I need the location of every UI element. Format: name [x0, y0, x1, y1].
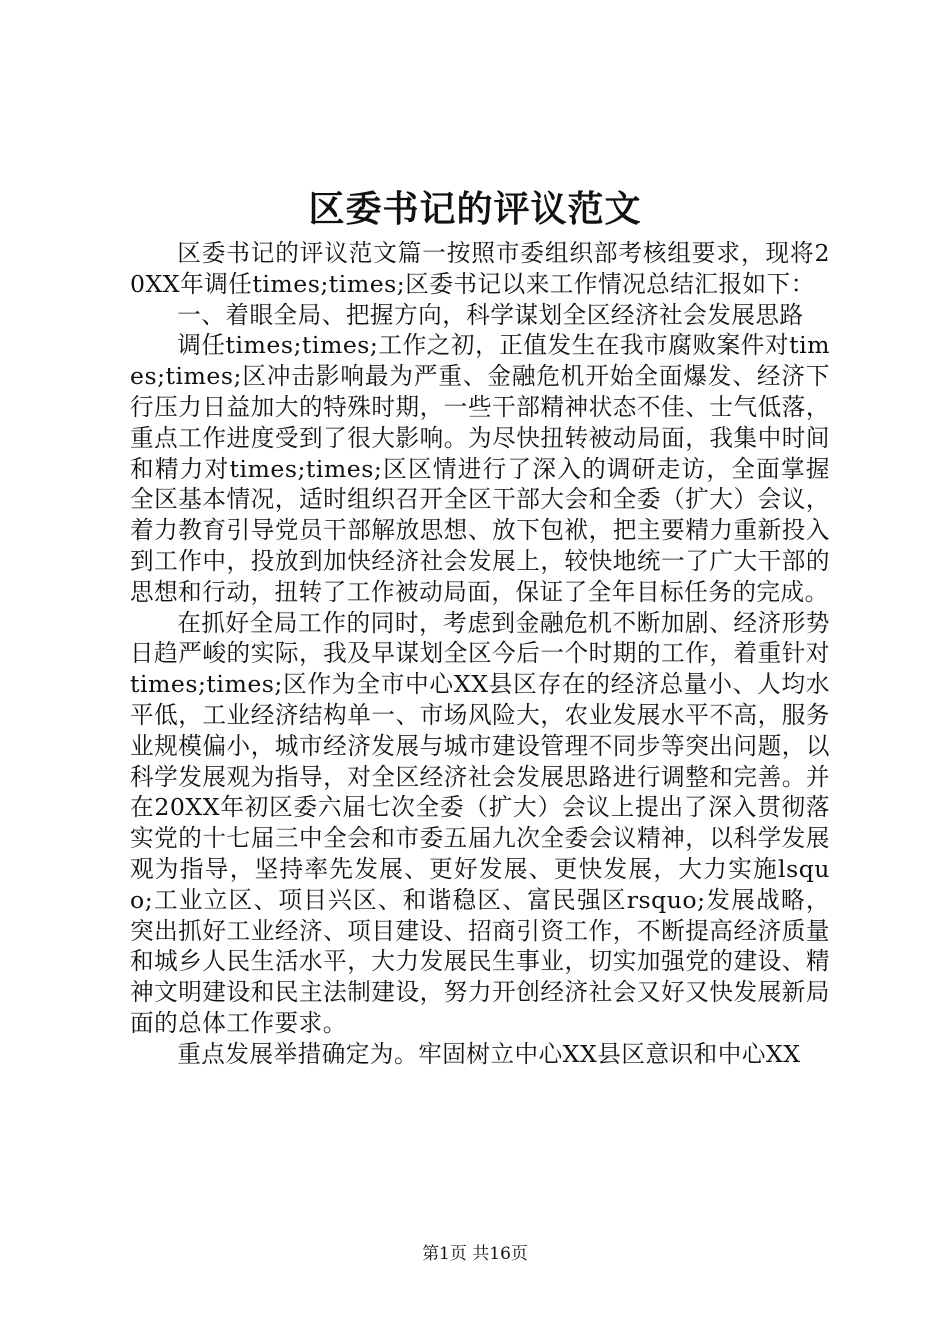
- document-title: 区委书记的评议范文: [308, 188, 642, 230]
- paragraph: 区委书记的评议范文篇一按照市委组织部考核组要求，现将20XX年调任times;times;区委书记以来工作情况总结汇报如下：: [130, 239, 830, 298]
- paragraph: 一、着眼全局、把握方向，科学谋划全区经济社会发展思路: [177, 300, 804, 329]
- document-body: [130, 238, 830, 1070]
- paragraph: 调任times;times;工作之初，正值发生在我市腐败案件对times;times;区冲击影响最为严重、金融危机开始全面爆发、经济下行压力日益加大的特殊时期，一些干部精神状态不佳、士气低落，重点工作进度受到了很大影响。为尽快扭转被动局面，我集中时间和精力对times;times;区区情进行了深入的调研走访，全面掌握全区基本情况，适时组织召开全区干部大会和全委（扩大）会议，着力教育引导党员干部解放思想、放下包袱，把主要精力重新投入到工作中，投放到加快经济社会发展上，较快地统一了广大干部的思想和行动，扭转了工作被动局面，保证了全年目标任务的完成。: [130, 331, 830, 606]
- page-number-footer: 第1页 共16页: [422, 1244, 528, 1264]
- paragraph: 重点发展举措确定为。牢固树立中心XX县区意识和中心XX: [177, 1039, 801, 1068]
- paragraph: 在抓好全局工作的同时，考虑到金融危机不断加剧、经济形势日趋严峻的实际，我及早谋划全区今后一个时期的工作，着重针对times;times;区作为全市中心XX县区存在的经济总量小、人均水平低，工业经济结构单一、市场风险大，农业发展水平不高，服务业规模偏小，城市经济发展与城市建设管理不同步等突出问题，以科学发展观为指导，对全区经济社会发展思路进行调整和完善。并在20XX年初区委六届七次全委（扩大）会议上提出了深入贯彻落实党的十七届三中全会和市委五届九次全委会议精神，以科学发展观为指导，坚持率先发展、更好发展、更快发展，大力实施lsquo;工业立区、项目兴区、和谐稳区、富民强区rsquo;发展战略，突出抓好工业经济、项目建设、招商引资工作，不断提高经济质量和城乡人民生活水平，大力发展民生事业，切实加强党的建设、精神文明建设和民主法制建设，努力开创经济社会又好又快发展新局面的总体工作要求。: [130, 608, 830, 1037]
